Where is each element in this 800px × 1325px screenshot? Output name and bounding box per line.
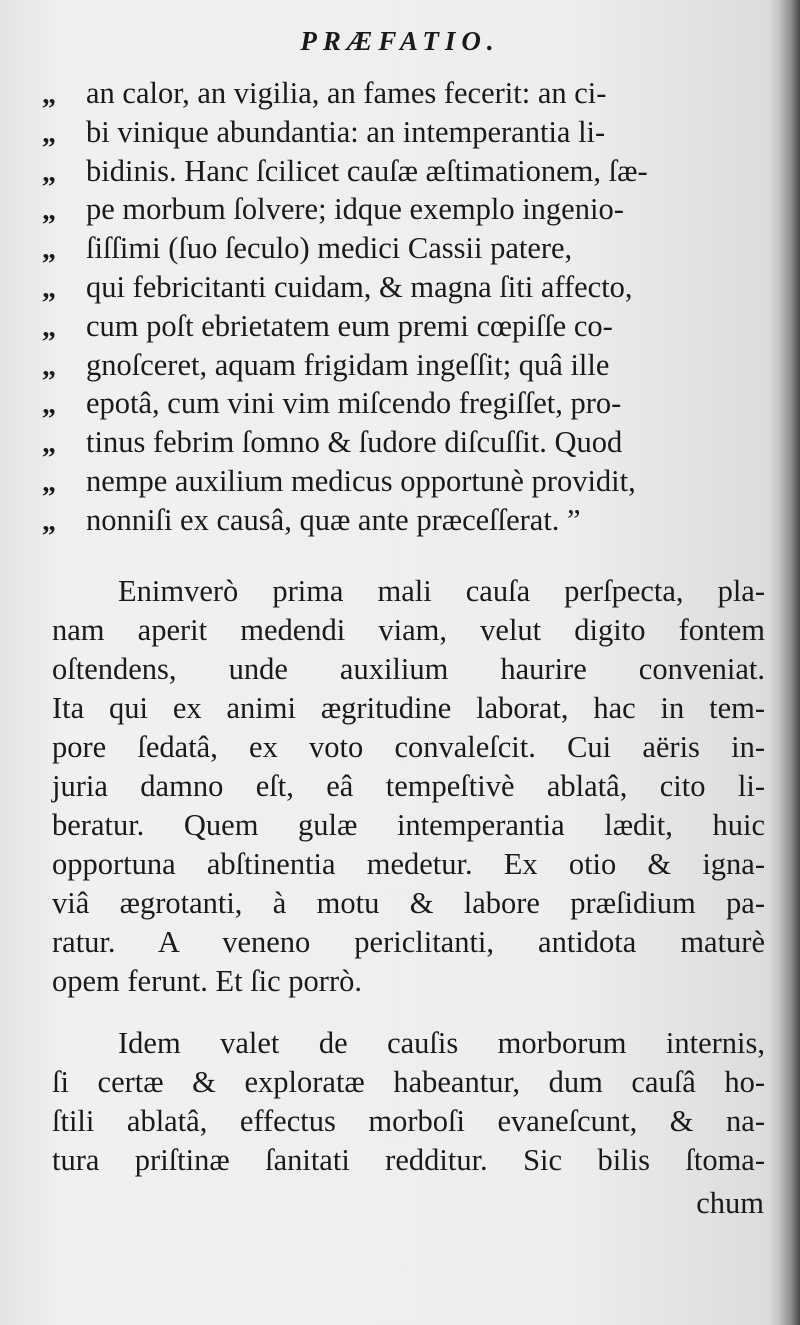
quote-line xyxy=(42,384,766,423)
quote-line-text: epotâ, cum vini vim miſcendo fregiſſet, pro- xyxy=(86,386,622,421)
quote-line-text: pe morbum ſolvere; idque exemplo ingenio- xyxy=(86,192,624,227)
quote-mark: „ xyxy=(42,195,56,227)
paragraph-line: ſtili ablatâ, effectus morboſi evaneſcunt, & na- xyxy=(52,1104,765,1138)
paragraph-line: oſtendens, unde auxilium haurire conveniat. xyxy=(52,652,765,686)
quote-line-text: gnoſceret, aquam frigidam ingeſſit; quâ ille xyxy=(86,347,610,382)
paragraph-line: beratur. Quem gulæ intemperantia lædit, huic xyxy=(52,808,765,842)
quote-line xyxy=(42,229,766,268)
paragraph-line: Enimverò prima mali cauſa perſpecta, pla- xyxy=(118,574,765,608)
quote-mark: „ xyxy=(42,428,56,460)
quote-mark: „ xyxy=(42,350,56,382)
quote-line xyxy=(42,501,766,540)
quote-line-text: an calor, an vigilia, an fames fecerit: an ci- xyxy=(86,76,607,110)
paragraph-line: Ita qui ex animi ægritudine laborat, hac in tem- xyxy=(52,691,765,725)
paragraph-line: opem ferunt. Et ſic porrò. xyxy=(52,964,362,998)
quote-line-text: nonniſi ex causâ, quæ ante præceſſerat. ” xyxy=(86,502,581,537)
page-edge-shadow xyxy=(778,0,800,1325)
quote-line xyxy=(42,190,766,229)
paragraph-line: tura priſtinæ ſanitati redditur. Sic bilis ſtoma- xyxy=(52,1143,765,1177)
quote-mark: „ xyxy=(42,117,56,149)
quote-line-text: ſiſſimi (ſuo ſeculo) medici Cassii patere, xyxy=(86,231,573,266)
quote-line xyxy=(42,74,766,113)
quote-mark: „ xyxy=(42,156,56,188)
paragraph-line: juria damno eſt, eâ tempeſtivè ablatâ, cito li- xyxy=(52,769,765,803)
quote-line xyxy=(42,113,766,152)
quote-mark: „ xyxy=(42,505,56,537)
running-header: PRÆFATIO. xyxy=(300,26,500,56)
catchword: chum xyxy=(696,1186,764,1220)
quotation-block xyxy=(42,74,766,540)
paragraph-line: Idem valet de cauſis morborum internis, xyxy=(118,1026,765,1060)
quote-line xyxy=(42,346,766,385)
quote-line-text: bidinis. Hanc ſcilicet cauſæ æſtimationem, ſæ- xyxy=(86,153,648,188)
quote-mark: „ xyxy=(42,311,56,343)
quote-line xyxy=(42,423,766,462)
quote-line xyxy=(42,462,766,501)
paragraph-line: opportuna abſtinentia medetur. Ex otio & igna- xyxy=(52,847,765,881)
quote-line-text: cum poſt ebrietatem eum premi cœpiſſe co- xyxy=(86,308,613,343)
quote-mark: „ xyxy=(42,466,56,498)
quote-line xyxy=(42,268,766,307)
paragraph-line: nam aperit medendi viam, velut digito fontem xyxy=(52,613,765,647)
paragraph-idem xyxy=(52,1024,765,1180)
paragraph-line: pore ſedatâ, ex voto convaleſcit. Cui aëris in- xyxy=(52,730,765,764)
quote-line xyxy=(42,152,766,191)
paragraph-line: ratur. A veneno periclitanti, antidota maturè xyxy=(52,925,765,959)
quote-line-text: qui febricitanti cuidam, & magna ſiti affecto, xyxy=(86,269,633,304)
quote-mark: „ xyxy=(42,234,56,266)
quote-line-text: tinus febrim ſomno & ſudore diſcuſſit. Quod xyxy=(86,425,623,460)
paragraph-enimvero xyxy=(52,572,765,1001)
paragraph-line: viâ ægrotanti, à motu & labore præſidium pa- xyxy=(52,886,765,920)
quote-mark: „ xyxy=(42,79,56,110)
quote-line-text: bi vinique abundantia: an intemperantia li- xyxy=(86,114,606,149)
quote-mark: „ xyxy=(42,272,56,304)
paragraph-line: ſi certæ & exploratæ habeantur, dum cauſâ ho- xyxy=(52,1065,765,1099)
quote-line-text: nempe auxilium medicus opportunè providit, xyxy=(86,463,636,498)
quote-mark: „ xyxy=(42,389,56,421)
quote-line xyxy=(42,307,766,346)
